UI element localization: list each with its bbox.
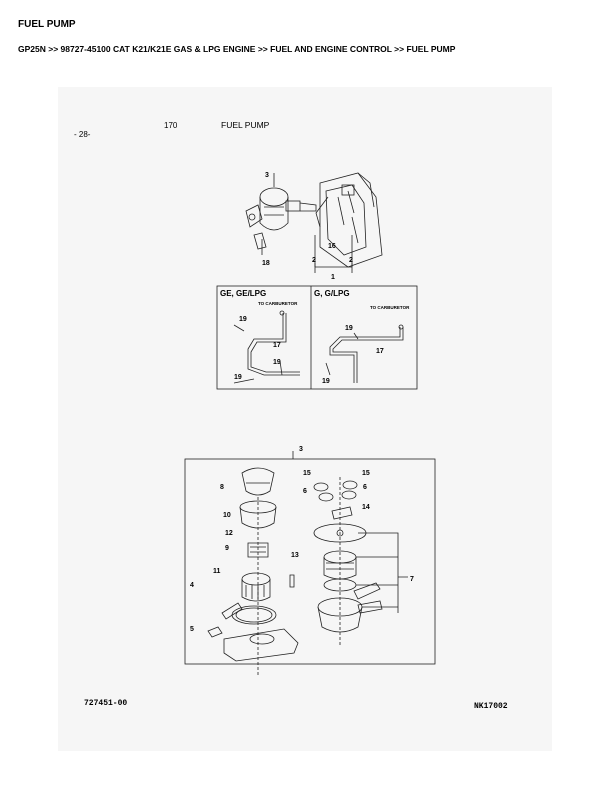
left-to-carburetor: TO CARBURETOR [258, 301, 298, 306]
callout-6a: 6 [303, 488, 307, 495]
callout-left-17: 17 [273, 342, 281, 349]
callout-left-19a: 19 [239, 316, 247, 323]
callout-1: 1 [331, 274, 335, 281]
fuel-pump-diagram [58, 87, 552, 751]
callout-2b: 2 [349, 257, 353, 264]
panel-right-title: G, G/LPG [314, 289, 350, 298]
callout-5: 5 [190, 626, 194, 633]
right-fuel-line [326, 325, 403, 383]
leaders-7 [356, 533, 408, 613]
variant-panel-frame [217, 286, 417, 389]
page-marker: - 28- [74, 130, 91, 139]
engine-block-illustration [316, 173, 382, 267]
figure-number: 170 [164, 121, 178, 130]
callout-2a: 2 [312, 257, 316, 264]
panel-left-title: GE, GE/LPG [220, 289, 267, 298]
left-exploded-parts [208, 468, 298, 677]
callout-14: 14 [362, 504, 370, 511]
callout-11: 11 [213, 568, 221, 575]
callout-18: 18 [262, 260, 270, 267]
callout-9: 9 [225, 545, 229, 552]
callout-15b: 15 [362, 470, 370, 477]
bracket-16 [315, 235, 352, 267]
callout-8: 8 [220, 484, 224, 491]
fuel-pump-illustration [246, 173, 316, 249]
right-exploded-parts [314, 477, 382, 647]
callout-3-top: 3 [265, 172, 269, 179]
right-to-carburetor: TO CARBURETOR [370, 305, 410, 310]
callout-16: 16 [328, 243, 336, 250]
callout-6b: 6 [363, 484, 367, 491]
callout-10: 10 [223, 512, 231, 519]
callout-right-19b: 19 [322, 378, 330, 385]
callout-left-19c: 19 [234, 374, 242, 381]
catalog-code: NK17002 [474, 702, 508, 711]
callout-15a: 15 [303, 470, 311, 477]
callout-13: 13 [291, 552, 299, 559]
callout-7: 7 [410, 576, 414, 583]
breadcrumb: GP25N >> 98727-45100 CAT K21/K21E GAS & LPG ENGINE >> FUEL AND ENGINE CONTROL >> FUEL PUMP [18, 44, 456, 54]
callout-3-exploded: 3 [299, 446, 303, 453]
parts-diagram-sheet [58, 87, 552, 751]
callout-left-19b: 19 [273, 359, 281, 366]
page-title: FUEL PUMP [18, 19, 76, 30]
figure-title: FUEL PUMP [221, 120, 270, 130]
callout-right-19a: 19 [345, 325, 353, 332]
drawing-number: 727451-00 [84, 699, 128, 708]
callout-12: 12 [225, 530, 233, 537]
callout-4: 4 [190, 582, 194, 589]
callout-right-17: 17 [376, 348, 384, 355]
